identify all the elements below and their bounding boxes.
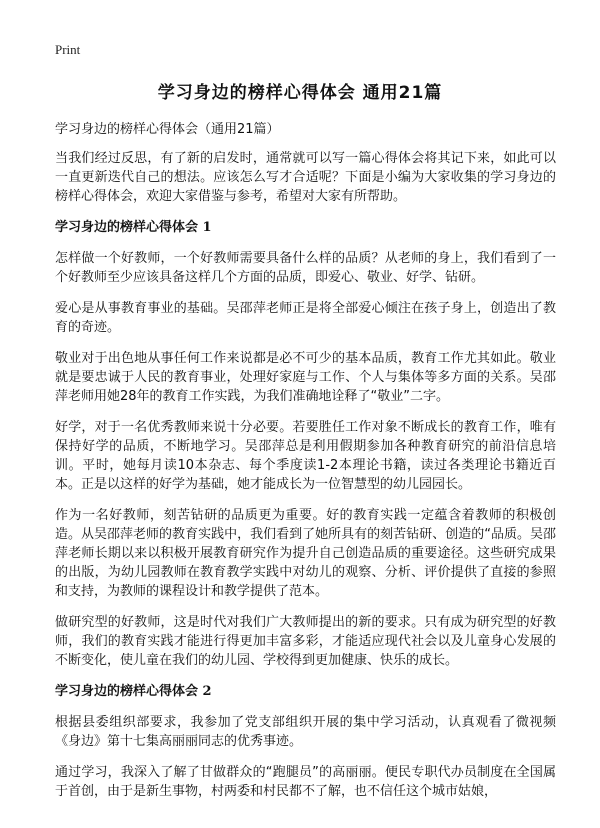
section-2-paragraph: 根据县委组织部要求，我参加了党支部组织开展的集中学习活动，认真观看了微视频《身边》第十七集高丽丽同志的优秀事迹。 — [55, 715, 556, 749]
intro-paragraph: 当我们经过反思，有了新的启发时，通常就可以写一篇心得体会将其记下来，如此可以一直更新迭代自己的想法。应该怎么写才合适呢？下面是小编为大家收集的学习身边的榜样心得体会，欢迎大家借鉴与参考，希望对大家有所帮助。 — [55, 151, 556, 204]
section-1-paragraph: 怎样做一个好教师，一个好教师需要具备什么样的品质？从老师的身上，我们看到了一个好教师至少应该具备这样几个方面的品质，即爱心、敬业、好学、钻研。 — [55, 251, 556, 285]
article-subtitle: 学习身边的榜样心得体会（通用21篇） — [55, 122, 280, 137]
section-2-paragraph: 通过学习，我深入了解了甘做群众的“跑腿员”的高丽丽。便民专职代办员制度在全国属于首创，由于是新生事物，村两委和村民都不了解，也不信任这个城市姑娘， — [55, 765, 556, 799]
section-1-paragraph: 作为一名好教师，刻苦钻研的品质更为重要。好的教育实践一定蕴含着教师的积极创造。从吴邵萍老师的教育实践中，我们看到了她所具有的刻苦钻研、创造的“品质。吴邵萍老师长期以来以积极开展教育研究作为提升自己创造品质的重要途径。这些研究成果的出版，为幼儿园教师在教育教学实践中对幼儿的观察、分析、评价提供了直接的参照和支持，为教师的课程设计和教学提供了范本。 — [55, 508, 556, 599]
section-1-paragraph: 爱心是从事教育事业的基础。吴邵萍老师正是将全部爱心倾注在孩子身上，创造出了教育的奇迹。 — [55, 301, 556, 335]
section-1-heading: 学习身边的榜样心得体会 1 — [55, 220, 212, 235]
section-1-paragraph: 敬业对于出色地从事任何工作来说都是必不可少的基本品质，教育工作尤其如此。敬业就是要忠诚于人民的教育事业，处理好家庭与工作、个人与集体等多方面的关系。吴邵萍老师用她28年的教育工作实践，为我们准确地诠释了“敬业”二字。 — [55, 351, 556, 404]
page-title: 学习身边的榜样心得体会 通用21篇 — [157, 83, 443, 103]
section-2-heading: 学习身边的榜样心得体会 2 — [55, 684, 212, 699]
section-1-paragraph: 做研究型的好教师，这是时代对我们广大教师提出的新的要求。只有成为研究型的好教师，我们的教育实践才能进行得更加丰富多彩，才能适应现代社会以及儿童身心发展的不断变化，使儿童在我们的幼儿园、学校得到更加健康、快乐的成长。 — [55, 615, 556, 668]
article-body — [55, 120, 556, 813]
section-1-paragraph: 好学，对于一名优秀教师来说十分必要。若要胜任工作对象不断成长的教育工作，唯有保持好学的品质，不断地学习。吴邵萍总是利用假期参加各种教育研究的前沿信息培训。平时，她每月读10本杂志、每个季度读1-2本理论书籍，读过各类理论书籍近百本。正是以这样的好学为基础，她才能成长为一位智慧型的幼儿园园长。 — [55, 420, 556, 492]
print-link[interactable]: Print — [55, 42, 81, 57]
